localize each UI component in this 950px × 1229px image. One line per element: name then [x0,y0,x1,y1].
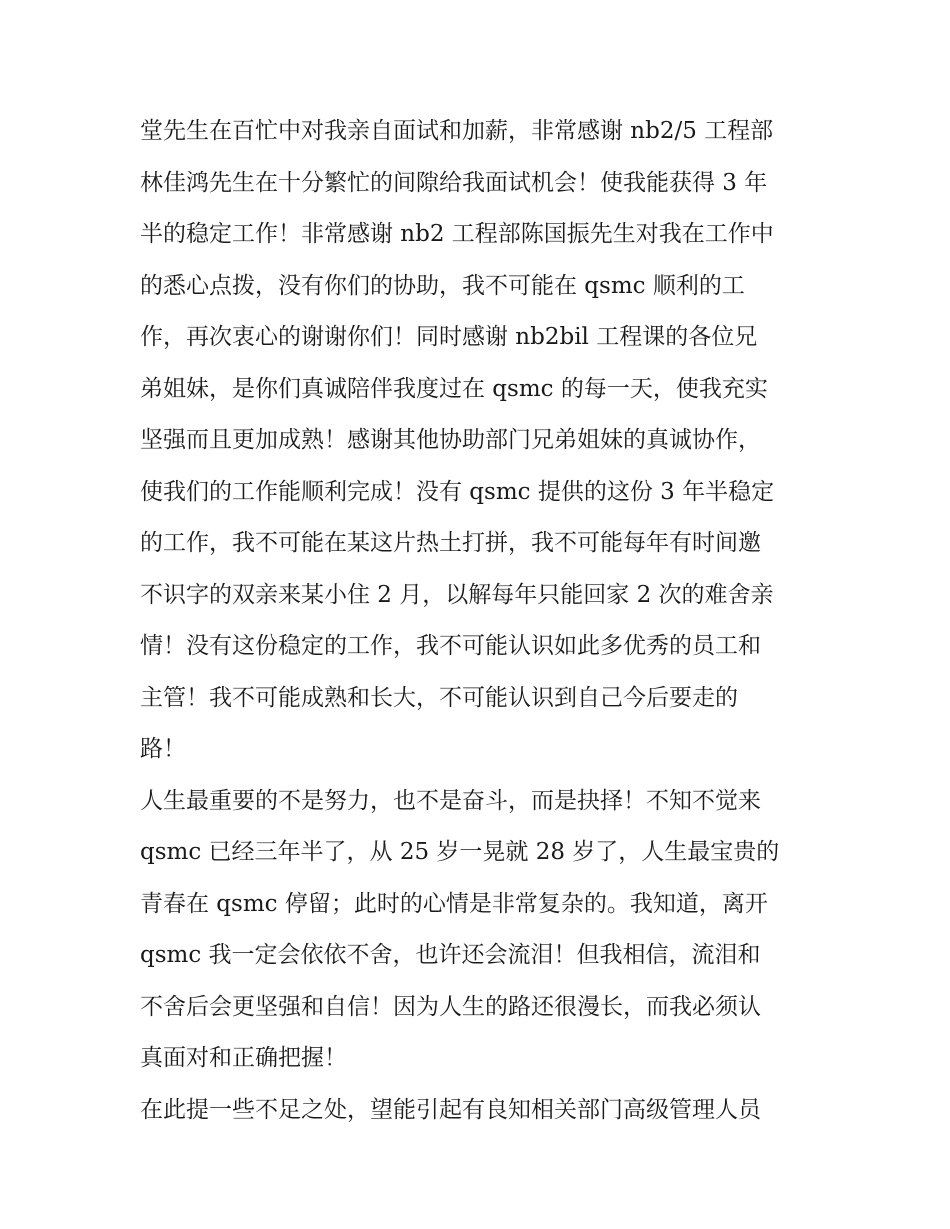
text-line: qsmc 已经三年半了，从 25 岁一晃就 28 岁了，人生最宝贵的 [140,839,780,865]
body-text [140,106,812,1136]
text-line: 人生最重要的不是努力，也不是奋斗，而是抉择！不知不觉来 [140,787,761,814]
text-line: 路！ [140,736,186,762]
text-line: qsmc 我一定会依依不舍，也许还会流泪！但我相信，流泪和 [140,942,761,968]
text-line: 堂先生在百忙中对我亲自面试和加薪，非常感谢 nb2/5 工程部 [140,118,774,144]
text-line: 在此提一些不足之处，望能引起有良知相关部门高级管理人员 [140,1096,761,1123]
text-line: 真面对和正确把握！ [140,1045,347,1071]
text-line: 林佳鸿先生在十分繁忙的间隙给我面试机会！使我能获得 3 年 [140,169,768,196]
text-line: 青春在 qsmc 停留；此时的心情是非常复杂的。我知道，离开 [140,890,768,917]
text-line: 的悉心点拨，没有你们的协助，我不可能在 qsmc 顺利的工 [140,272,745,299]
text-line: 半的稳定工作！非常感谢 nb2 工程部陈国振先生对我在工作中 [140,221,774,247]
text-line: 弟姐妹，是你们真诚陪伴我度过在 qsmc 的每一天，使我充实 [140,375,768,402]
text-line: 不舍后会更坚强和自信！因为人生的路还很漫长，而我必须认 [140,993,761,1020]
text-line: 使我们的工作能顺利完成！没有 qsmc 提供的这份 3 年半稳定 [140,478,775,505]
text-line: 的工作，我不可能在某这片热土打拼，我不可能每年有时间邀 [140,530,761,556]
text-line: 坚强而且更加成熟！感谢其他协助部门兄弟姐妹的真诚协作， [140,427,761,453]
text-line: 不识字的双亲来某小住 2 月，以解每年只能回家 2 次的难舍亲 [140,581,774,608]
text-line: 作，再次衷心的谢谢你们！同时感谢 nb2bil 工程课的各位兄 [140,324,758,350]
text-line: 情！没有这份稳定的工作，我不可能认识如此多优秀的员工和 [140,633,761,659]
text-line: 主管！我不可能成熟和长大，不可能认识到自己今后要走的 [140,684,738,711]
